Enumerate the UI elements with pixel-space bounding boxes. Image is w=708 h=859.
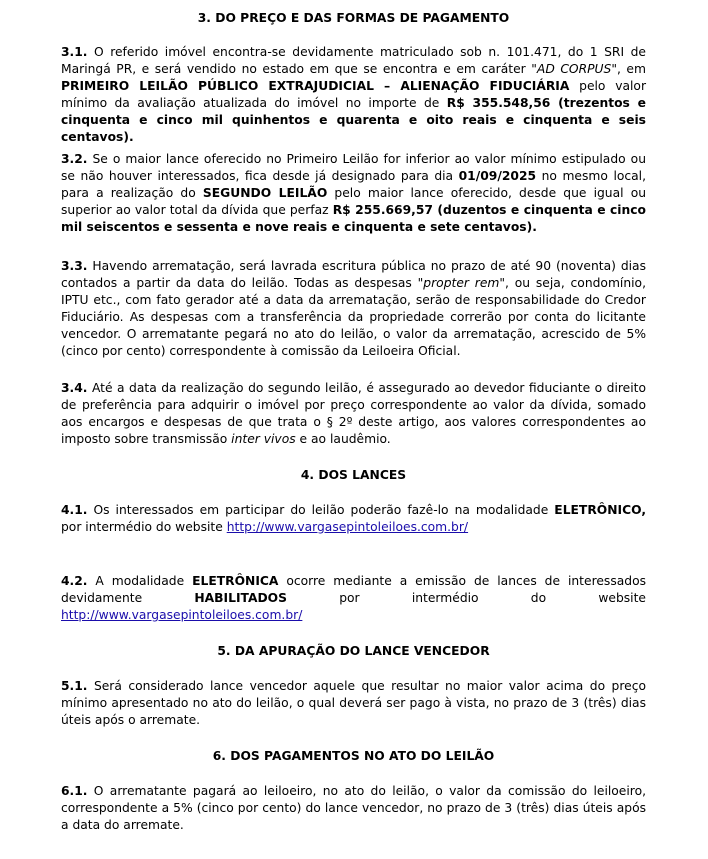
website-link[interactable]: http://www.vargasepintoleiloes.com.br/ [226, 520, 469, 534]
paragraph-4-1 [61, 502, 646, 536]
clause-number: 6.1. [61, 784, 88, 798]
section-5-heading: 5. DA APURAÇÃO DO LANCE VENCEDOR [217, 644, 490, 658]
text: O referido imóvel encontra-se devidamente matriculado sob n. 101.471, do 1 SRI de Maringá PR, e será vendido no estado em que se encontra e em caráter [61, 45, 646, 76]
text: Os interessados em participar do leilão poderão fazê-lo na modalidade [87, 503, 555, 517]
website-link[interactable]: http://www.vargasepintoleiloes.com.br/ [61, 608, 303, 622]
section-3-heading: 3. DO PREÇO E DAS FORMAS DE PAGAMENTO [197, 11, 510, 25]
text-bold: 01/09/2025 [458, 169, 537, 183]
paragraph-3-1 [61, 44, 646, 146]
paragraph-5-1 [61, 678, 646, 729]
text: no mesmo local, para a realização do [61, 169, 646, 200]
text-bold: ELETRÔNICO, [554, 503, 646, 517]
clause-number: 3.4. [61, 381, 88, 395]
paragraph-3-3 [61, 258, 646, 360]
text: , em [617, 62, 646, 76]
clause-number: 4.2. [61, 574, 88, 588]
text: pelo valor mínimo da avaliação atualizada do imóvel no importe de [61, 79, 646, 110]
section-4-heading: 4. DOS LANCES [300, 468, 407, 482]
text: pelo maior lance oferecido, desde que igual ou superior ao valor total da dívida que perfaz [61, 186, 647, 217]
clause-number: 3.1. [61, 45, 88, 59]
text-italic: "AD CORPUS" [531, 62, 617, 76]
paragraph-3-4 [61, 380, 646, 448]
text-bold: ELETRÔNICA [192, 574, 279, 588]
text-bold: SEGUNDO LEILÃO [202, 186, 328, 200]
text: Até a data da realização do segundo leilão, é assegurado ao devedor fiduciante o direito de preferência para adquirir o imóvel por preço correspondente ao valor da dívida, somado aos encargos e despesas de que trata o § 2º deste artigo, aos valores correspondentes ao imposto sobre transmissão [61, 381, 646, 446]
text: A modalidade [87, 574, 193, 588]
text-bold: R$ 255.669,57 (duzentos e cinquenta e cinco mil seiscentos e sessenta e nove reais e cinquenta e sete centavos). [61, 203, 646, 234]
clause-number: 3.2. [61, 152, 88, 166]
text: ocorre mediante a emissão de lances de interessados devidamente [61, 574, 647, 605]
paragraph-3-2 [61, 151, 646, 236]
clause-number: 5.1. [61, 679, 88, 693]
paragraph-6-1 [61, 783, 646, 834]
text: Havendo arrematação, será lavrada escritura pública no prazo de até 90 (noventa) dias contados a partir da data do leilão. Todas as despesas [61, 259, 646, 290]
text: O arrematante pagará ao leiloeiro, no ato do leilão, o valor da comissão do leiloeiro, correspondente a 5% (cinco por cento) do lance vencedor, no prazo de 3 (três) dias úteis após a data do arremate. [61, 784, 646, 832]
text: por intermédio do website [61, 520, 227, 534]
clause-number: 4.1. [61, 503, 88, 517]
text-bold: R$ 355.548,56 (trezentos e cinquenta e cinco mil quinhentos e quarenta e oito reais e cinquenta e seis centavos). [61, 96, 646, 144]
text-italic: "propter rem" [417, 276, 506, 290]
text: Será considerado lance vencedor aquele que resultar no maior valor acima do preço mínimo apresentado no ato do leilão, o qual deverá ser pago à vista, no prazo de 3 (três) dias úteis após o arremate. [61, 679, 646, 727]
text: Se o maior lance oferecido no Primeiro Leilão for inferior ao valor mínimo estipulado ou se não houver interessados, fica desde já designado para dia [61, 152, 646, 183]
clause-number: 3.3. [61, 259, 88, 273]
text: e ao laudêmio. [295, 432, 391, 446]
text-bold: PRIMEIRO LEILÃO PÚBLICO EXTRAJUDICIAL – ALIENAÇÃO FIDUCIÁRIA [61, 79, 570, 93]
paragraph-4-2 [61, 573, 646, 624]
text-italic: inter vivos [231, 432, 296, 446]
text-bold: HABILITADOS [194, 591, 287, 605]
text: , ou seja, condomínio, IPTU etc., com fato gerador até a data da arrematação, serão de responsabilidade do Credor Fiduciário. As despesas com a transferência da propriedade correrão por conta do licitante vencedor. O arrematante pegará no ato do leilão, o valor da arrematação, acrescido de 5% (cinco por cento) correspondente à comissão da Leiloeira Oficial. [61, 276, 646, 358]
text: por intermédio do website [287, 591, 646, 605]
section-6-heading: 6. DOS PAGAMENTOS NO ATO DO LEILÃO [212, 749, 495, 763]
